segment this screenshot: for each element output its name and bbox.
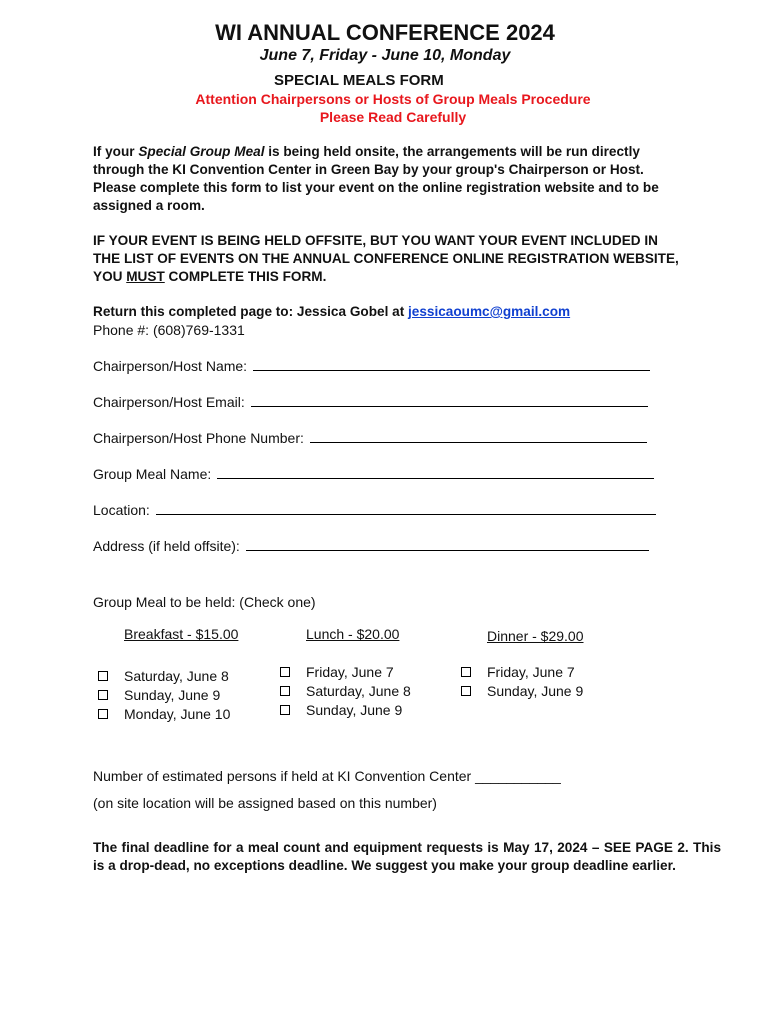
option-label: Friday, June 7	[487, 663, 575, 680]
location-field	[93, 502, 656, 518]
text-segment: COMPLETE THIS FORM.	[164, 269, 327, 284]
host-name-input-line[interactable]	[253, 369, 650, 371]
host-phone-input-line[interactable]	[310, 441, 647, 443]
checkbox-icon[interactable]	[98, 690, 108, 700]
return-instructions	[93, 304, 570, 319]
option-label: Saturday, June 8	[124, 667, 229, 684]
email-link[interactable]: jessicaoumc@gmail.com	[408, 304, 571, 319]
breakfast-option[interactable]	[98, 685, 220, 704]
lunch-heading: Lunch - $20.00	[306, 626, 400, 642]
checkbox-icon[interactable]	[98, 671, 108, 681]
host-email-field	[93, 394, 648, 410]
meal-name-field	[93, 466, 654, 482]
dinner-option[interactable]	[461, 681, 583, 700]
checkbox-icon[interactable]	[280, 705, 290, 715]
checkbox-icon[interactable]	[280, 686, 290, 696]
breakfast-heading: Breakfast - $15.00	[124, 626, 239, 642]
host-email-label: Chairperson/Host Email:	[93, 394, 245, 410]
option-label: Saturday, June 8	[306, 682, 411, 699]
host-name-field	[93, 358, 650, 374]
lunch-option[interactable]	[280, 681, 411, 700]
conference-dates: June 7, Friday - June 10, Monday	[259, 47, 511, 64]
meal-name-input-line[interactable]	[217, 477, 654, 479]
checkbox-icon[interactable]	[461, 686, 471, 696]
option-label: Sunday, June 9	[487, 682, 584, 699]
attention-heading: Attention Chairpersons or Hosts of Group Meals Procedure	[195, 91, 591, 107]
onsite-location-note: (on site location will be assigned based on this number)	[93, 795, 437, 811]
dinner-option[interactable]	[461, 662, 575, 681]
lunch-option[interactable]	[280, 700, 402, 719]
host-phone-field	[93, 430, 647, 446]
lunch-option[interactable]	[280, 662, 394, 681]
host-phone-label: Chairperson/Host Phone Number:	[93, 430, 304, 446]
text-segment: is being held onsite, the arrangements will be run directly through the KI Convention Center in Green Bay by your group's Chairperson or Host. Please complete this form to list your event on the online registration website and to be assigned a room.	[93, 144, 659, 213]
breakfast-option[interactable]	[98, 666, 229, 685]
must-emphasis: MUST	[126, 269, 165, 284]
option-label: Sunday, June 9	[124, 686, 221, 703]
location-input-line[interactable]	[156, 513, 656, 515]
meal-selection-prompt: Group Meal to be held: (Check one)	[93, 594, 316, 610]
meal-name-label: Group Meal Name:	[93, 466, 212, 482]
option-label: Friday, June 7	[306, 663, 394, 680]
dinner-heading: Dinner - $29.00	[487, 628, 584, 644]
checkbox-icon[interactable]	[461, 667, 471, 677]
checkbox-icon[interactable]	[280, 667, 290, 677]
breakfast-option[interactable]	[98, 704, 230, 723]
host-name-label: Chairperson/Host Name:	[93, 358, 248, 374]
option-label: Sunday, June 9	[306, 701, 403, 718]
estimated-persons-field[interactable]: Number of estimated persons if held at KI Convention Center ___________	[93, 768, 561, 784]
address-label: Address (if held offsite):	[93, 538, 240, 554]
special-group-meal-emphasis: Special Group Meal	[138, 144, 265, 159]
address-input-line[interactable]	[246, 549, 649, 551]
page-title: WI ANNUAL CONFERENCE 2024	[215, 20, 555, 45]
option-label: Monday, June 10	[124, 705, 231, 722]
checkbox-icon[interactable]	[98, 709, 108, 719]
form-name: SPECIAL MEALS FORM	[274, 72, 444, 89]
text-segment: IF YOUR EVENT IS BEING HELD OFFSITE, BUT YOU WANT YOUR EVENT INCLUDED IN THE LIST OF EVENTS ON THE ANNUAL CONFERENCE ONLINE REGISTRATION WEBSITE, YOU	[93, 233, 679, 284]
address-field	[93, 538, 649, 554]
offsite-instructions	[93, 232, 683, 286]
host-email-input-line[interactable]	[251, 405, 648, 407]
return-label: Return this completed page to: Jessica Gobel at	[93, 304, 408, 319]
location-label: Location:	[93, 502, 150, 518]
read-carefully-note: Please Read Carefully	[319, 109, 467, 125]
text-segment: If your	[93, 144, 139, 159]
deadline-notice: The final deadline for a meal count and equipment requests is May 17, 2024 – SEE PAGE 2. This is a drop-dead, no exceptions deadline. We suggest you make your group deadline earlier.	[93, 840, 721, 873]
contact-phone: Phone #: (608)769-1331	[93, 322, 245, 338]
onsite-instructions	[93, 143, 683, 215]
